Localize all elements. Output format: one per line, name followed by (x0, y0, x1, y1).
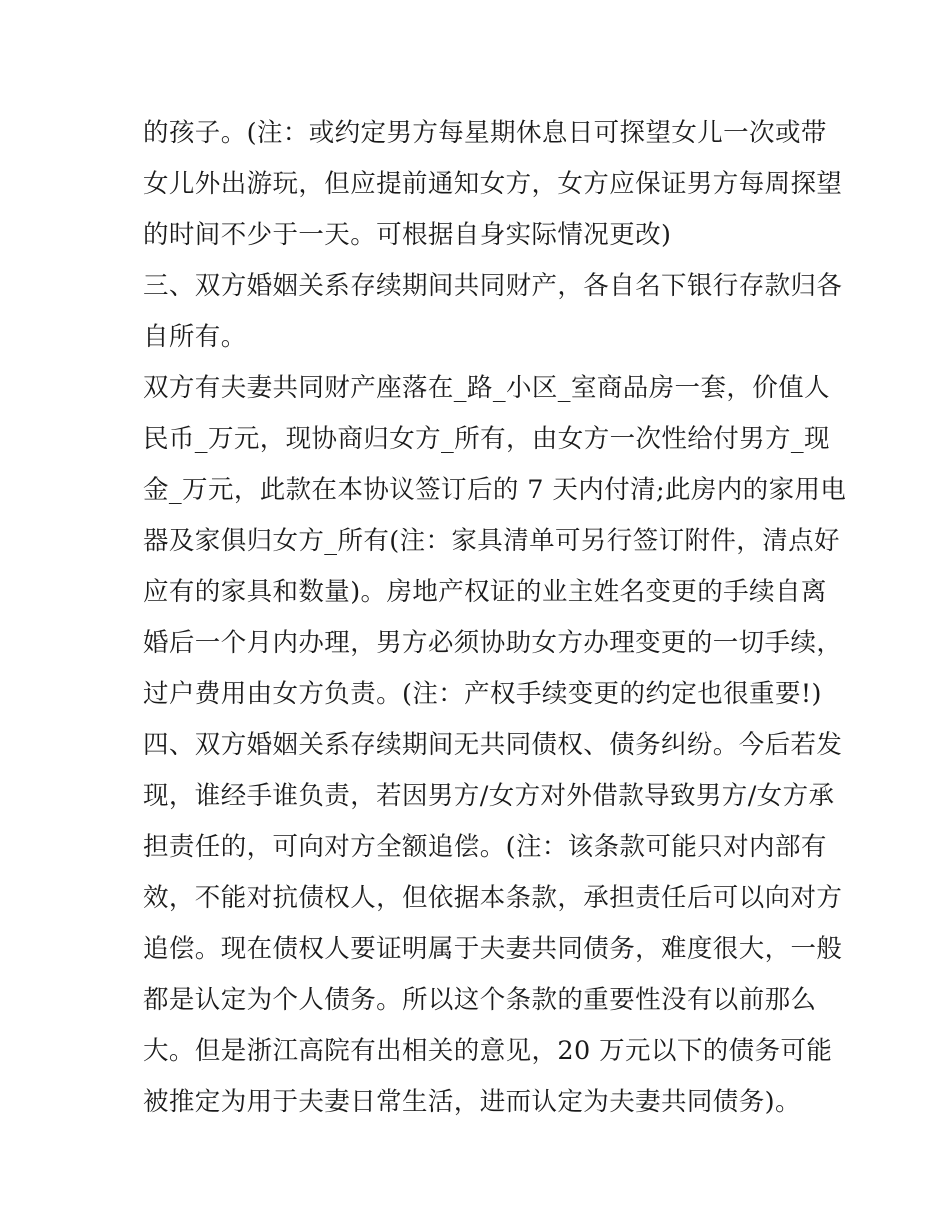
text-line: 婚后一个月内办理，男方必须协助女方办理变更的一切手续， (143, 628, 843, 658)
text-line: 现，谁经手谁负责，若因男方/女方对外借款导致男方/女方承 (143, 781, 835, 811)
text-line: 金_万元，此款在本协议签订后的 7 天内付清;此房内的家用电 (143, 475, 847, 505)
text-line: 过户费用由女方负责。(注：产权手续变更的约定也很重要!) (143, 679, 822, 709)
text-line: 自所有。 (143, 322, 247, 352)
document-body (143, 108, 847, 1128)
text-line: 的时间不少于一天。可根据自身实际情况更改) (143, 220, 672, 250)
text-line: 双方有夫妻共同财产座落在_路_小区_室商品房一套，价值人 (143, 373, 830, 403)
text-line: 器及家俱归女方_所有(注：家具清单可另行签订附件，清点好 (143, 526, 840, 556)
text-line: 效，不能对抗债权人，但依据本条款，承担责任后可以向对方 (143, 883, 843, 913)
text-line: 的孩子。(注：或约定男方每星期休息日可探望女儿一次或带 (143, 118, 827, 148)
text-line: 三、双方婚姻关系存续期间共同财产，各自名下银行存款归各 (143, 271, 843, 301)
text-line: 被推定为用于夫妻日常生活，进而认定为夫妻共同债务)。 (143, 1087, 801, 1117)
text-line: 民币_万元，现协商归女方_所有，由女方一次性给付男方_现 (143, 424, 830, 454)
text-line: 四、双方婚姻关系存续期间无共同债权、债务纠纷。今后若发 (143, 730, 843, 760)
text-line: 女儿外出游玩，但应提前通知女方，女方应保证男方每周探望 (143, 169, 843, 199)
text-line: 担责任的，可向对方全额追偿。(注：该条款可能只对内部有 (143, 832, 827, 862)
text-line: 应有的家具和数量)。房地产权证的业主姓名变更的手续自离 (143, 577, 827, 607)
text-line: 大。但是浙江高院有出相关的意见，20 万元以下的债务可能 (143, 1036, 833, 1066)
text-line: 追偿。现在债权人要证明属于夫妻共同债务，难度很大，一般 (143, 934, 843, 964)
text-line: 都是认定为个人债务。所以这个条款的重要性没有以前那么 (143, 985, 817, 1015)
